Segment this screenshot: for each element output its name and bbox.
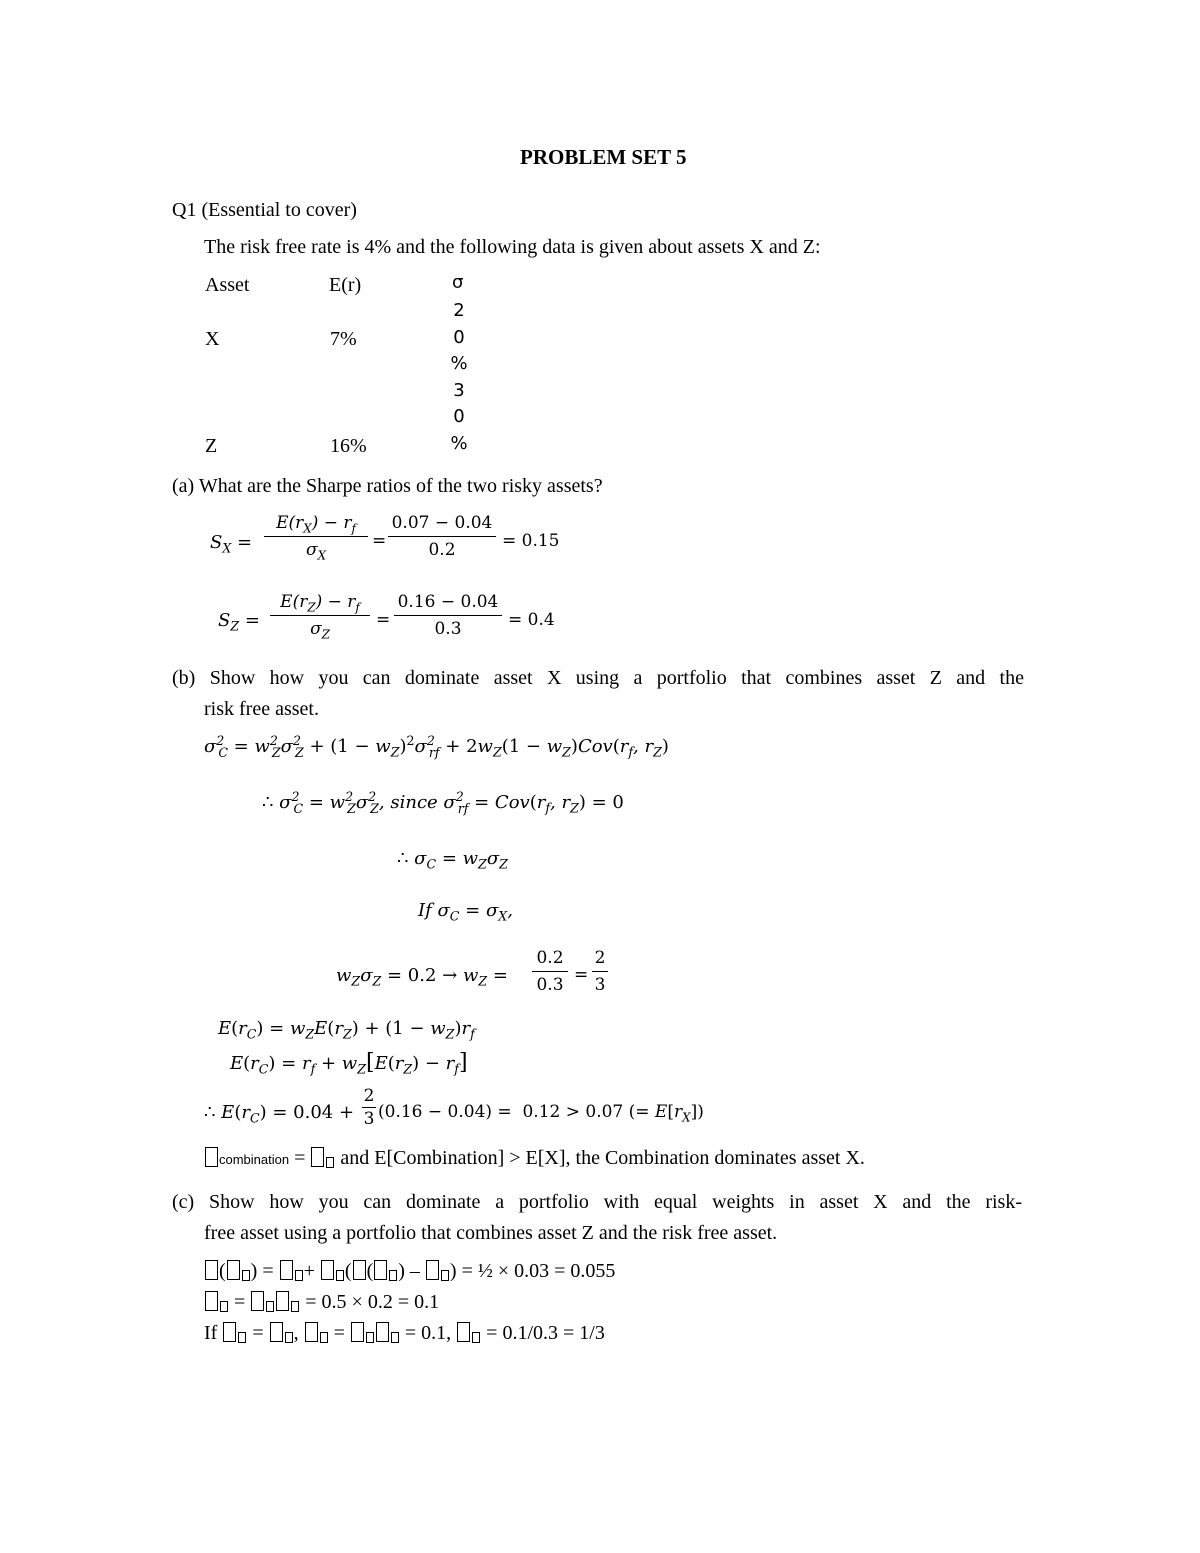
missing-glyph-icon bbox=[242, 1270, 250, 1281]
missing-glyph-icon bbox=[374, 1260, 387, 1280]
variance-simplified: ∴ $\sigma^2_C = w^2_Z\sigma^2_Z$, since $\sigma^2_{rf} = Cov(r_f$, $r_Z) = 0$ bbox=[262, 789, 624, 816]
missing-glyph-icon bbox=[227, 1260, 240, 1280]
missing-glyph-icon bbox=[326, 1157, 334, 1168]
sigma-c-equation: ∴ $\sigma_C = w_Z\sigma_Z$ bbox=[397, 848, 508, 872]
missing-glyph-icon bbox=[205, 1291, 218, 1311]
table-header-er: E(r) bbox=[329, 274, 362, 296]
missing-glyph-icon bbox=[291, 1301, 299, 1312]
result-rhs: (0.16 − 0.04) = 0.12 > 0.07 (= $E[r_X]$) bbox=[378, 1102, 704, 1125]
missing-glyph-icon bbox=[205, 1260, 218, 1280]
missing-glyph-icon bbox=[305, 1322, 318, 1342]
expected-return-equation-1: $E(r_C) = w_ZE(r_Z) + (1 - w_Z)r_f$ bbox=[218, 1018, 475, 1042]
result-fraction: 2 3 bbox=[363, 1086, 375, 1129]
sx-result: = 0.15 bbox=[502, 531, 560, 551]
sz-result: = 0.4 bbox=[508, 610, 555, 630]
missing-glyph-icon bbox=[353, 1260, 366, 1280]
sigma-char: 2 bbox=[453, 300, 465, 321]
table-row-asset: X bbox=[205, 328, 220, 350]
sigma-char: 0 bbox=[453, 326, 465, 348]
sz-fraction-numeric: 0.16 − 0.04 0.3 bbox=[394, 591, 502, 640]
sigma-char: % bbox=[450, 432, 468, 454]
missing-glyph-icon bbox=[220, 1301, 228, 1312]
part-c-question-line2: free asset using a portfolio that combines asset Z and the risk free asset. bbox=[204, 1222, 778, 1244]
missing-glyph-icon bbox=[276, 1291, 289, 1311]
part-c-line-3: If = , = = 0.1, = 0.1/0.3 = 1/3 bbox=[204, 1322, 605, 1344]
missing-glyph-icon bbox=[336, 1270, 344, 1281]
intro-text: The risk free rate is 4% and the following data is given about assets X and Z: bbox=[204, 236, 821, 258]
combination-subscript: combination bbox=[219, 1152, 290, 1167]
missing-glyph-icon bbox=[251, 1291, 264, 1311]
sz-equals: = bbox=[376, 610, 391, 630]
sx-equals: = bbox=[372, 531, 387, 551]
table-row-asset: Z bbox=[205, 435, 218, 457]
variance-equation: $\sigma^2_C = w^2_Z\sigma^2_Z + (1 - w_Z)^2\sigma^2_{rf} + 2w_Z(1 - w_Z)Cov(r_f$, $r_Z$) bbox=[204, 733, 669, 760]
weight-equals: = bbox=[574, 965, 589, 985]
weight-fraction-2: 2 3 bbox=[592, 947, 608, 996]
missing-glyph-icon bbox=[441, 1270, 449, 1281]
part-a-question: (a) What are the Sharpe ratios of the two risky assets? bbox=[172, 475, 603, 497]
missing-glyph-icon bbox=[457, 1322, 470, 1342]
table-header-sigma: σ bbox=[452, 272, 464, 293]
if-condition: If $\sigma_C = \sigma_X$, bbox=[418, 900, 513, 924]
weight-lhs: $w_Z\sigma_Z = 0.2 \to w_Z$ = bbox=[336, 965, 508, 989]
missing-glyph-icon bbox=[351, 1322, 364, 1342]
sx-fraction-symbolic: $E(r_X) - r_f$ $\sigma_X$ bbox=[264, 512, 368, 561]
part-c-line-1: ( ) = + ( ( ) – ) = ½ × 0.03 = 0.055 bbox=[204, 1259, 615, 1283]
table-header-asset: Asset bbox=[205, 274, 250, 296]
page-title: PROBLEM SET 5 bbox=[520, 145, 687, 169]
sigma-char: 0 bbox=[453, 406, 465, 428]
missing-glyph-icon bbox=[266, 1301, 274, 1312]
sz-lhs: $S_Z$ = bbox=[218, 610, 260, 634]
missing-glyph-icon bbox=[426, 1260, 439, 1280]
missing-glyph-icon bbox=[389, 1270, 397, 1281]
part-c-line-2: = = 0.5 × 0.2 = 0.1 bbox=[204, 1290, 439, 1314]
sigma-char: % bbox=[450, 353, 468, 375]
result-lhs: ∴ $E(r_C) = 0.04$ + bbox=[204, 1102, 355, 1126]
sz-fraction-symbolic: $E(r_Z) - r_f$ $\sigma_Z$ bbox=[270, 591, 370, 640]
sigma-column-values bbox=[450, 298, 468, 458]
missing-glyph-icon bbox=[376, 1322, 389, 1342]
missing-glyph-icon bbox=[320, 1332, 328, 1343]
table-row-er: 7% bbox=[330, 328, 357, 350]
question-label: Q1 (Essential to cover) bbox=[172, 199, 357, 221]
missing-glyph-icon bbox=[321, 1260, 334, 1280]
missing-glyph-icon bbox=[280, 1260, 293, 1280]
sx-lhs: $S_X$ = bbox=[210, 532, 253, 556]
table-row-er: 16% bbox=[330, 435, 367, 457]
missing-glyph-icon bbox=[366, 1332, 374, 1343]
expected-return-equation-2: $E(r_C) = r_f + w_Z[E(r_Z) - r_f]$ bbox=[230, 1050, 468, 1077]
sigma-char: 3 bbox=[453, 379, 465, 401]
part-b-question-line1: (b) Show how you can dominate asset X using a portfolio that combines asset Z and the bbox=[172, 667, 1024, 689]
sx-fraction-numeric: 0.07 − 0.04 0.2 bbox=[388, 512, 496, 561]
missing-glyph-icon bbox=[238, 1332, 246, 1343]
missing-glyph-icon bbox=[295, 1270, 303, 1281]
missing-glyph-icon bbox=[472, 1332, 480, 1343]
missing-glyph-icon bbox=[270, 1322, 283, 1342]
missing-glyph-icon bbox=[285, 1332, 293, 1343]
missing-glyph-icon bbox=[391, 1332, 399, 1343]
part-b-question-line2: risk free asset. bbox=[204, 698, 319, 720]
weight-fraction-1: 0.2 0.3 bbox=[532, 947, 568, 996]
missing-glyph-icon bbox=[223, 1322, 236, 1342]
missing-glyph-icon bbox=[205, 1147, 218, 1167]
part-c-question-line1: (c) Show how you can dominate a portfolio with equal weights in asset X and the risk- bbox=[172, 1191, 1022, 1213]
missing-glyph-icon bbox=[311, 1147, 324, 1167]
dominance-conclusion: combination = and E[Combination] > E[X], the Combination dominates asset X. bbox=[204, 1146, 865, 1172]
